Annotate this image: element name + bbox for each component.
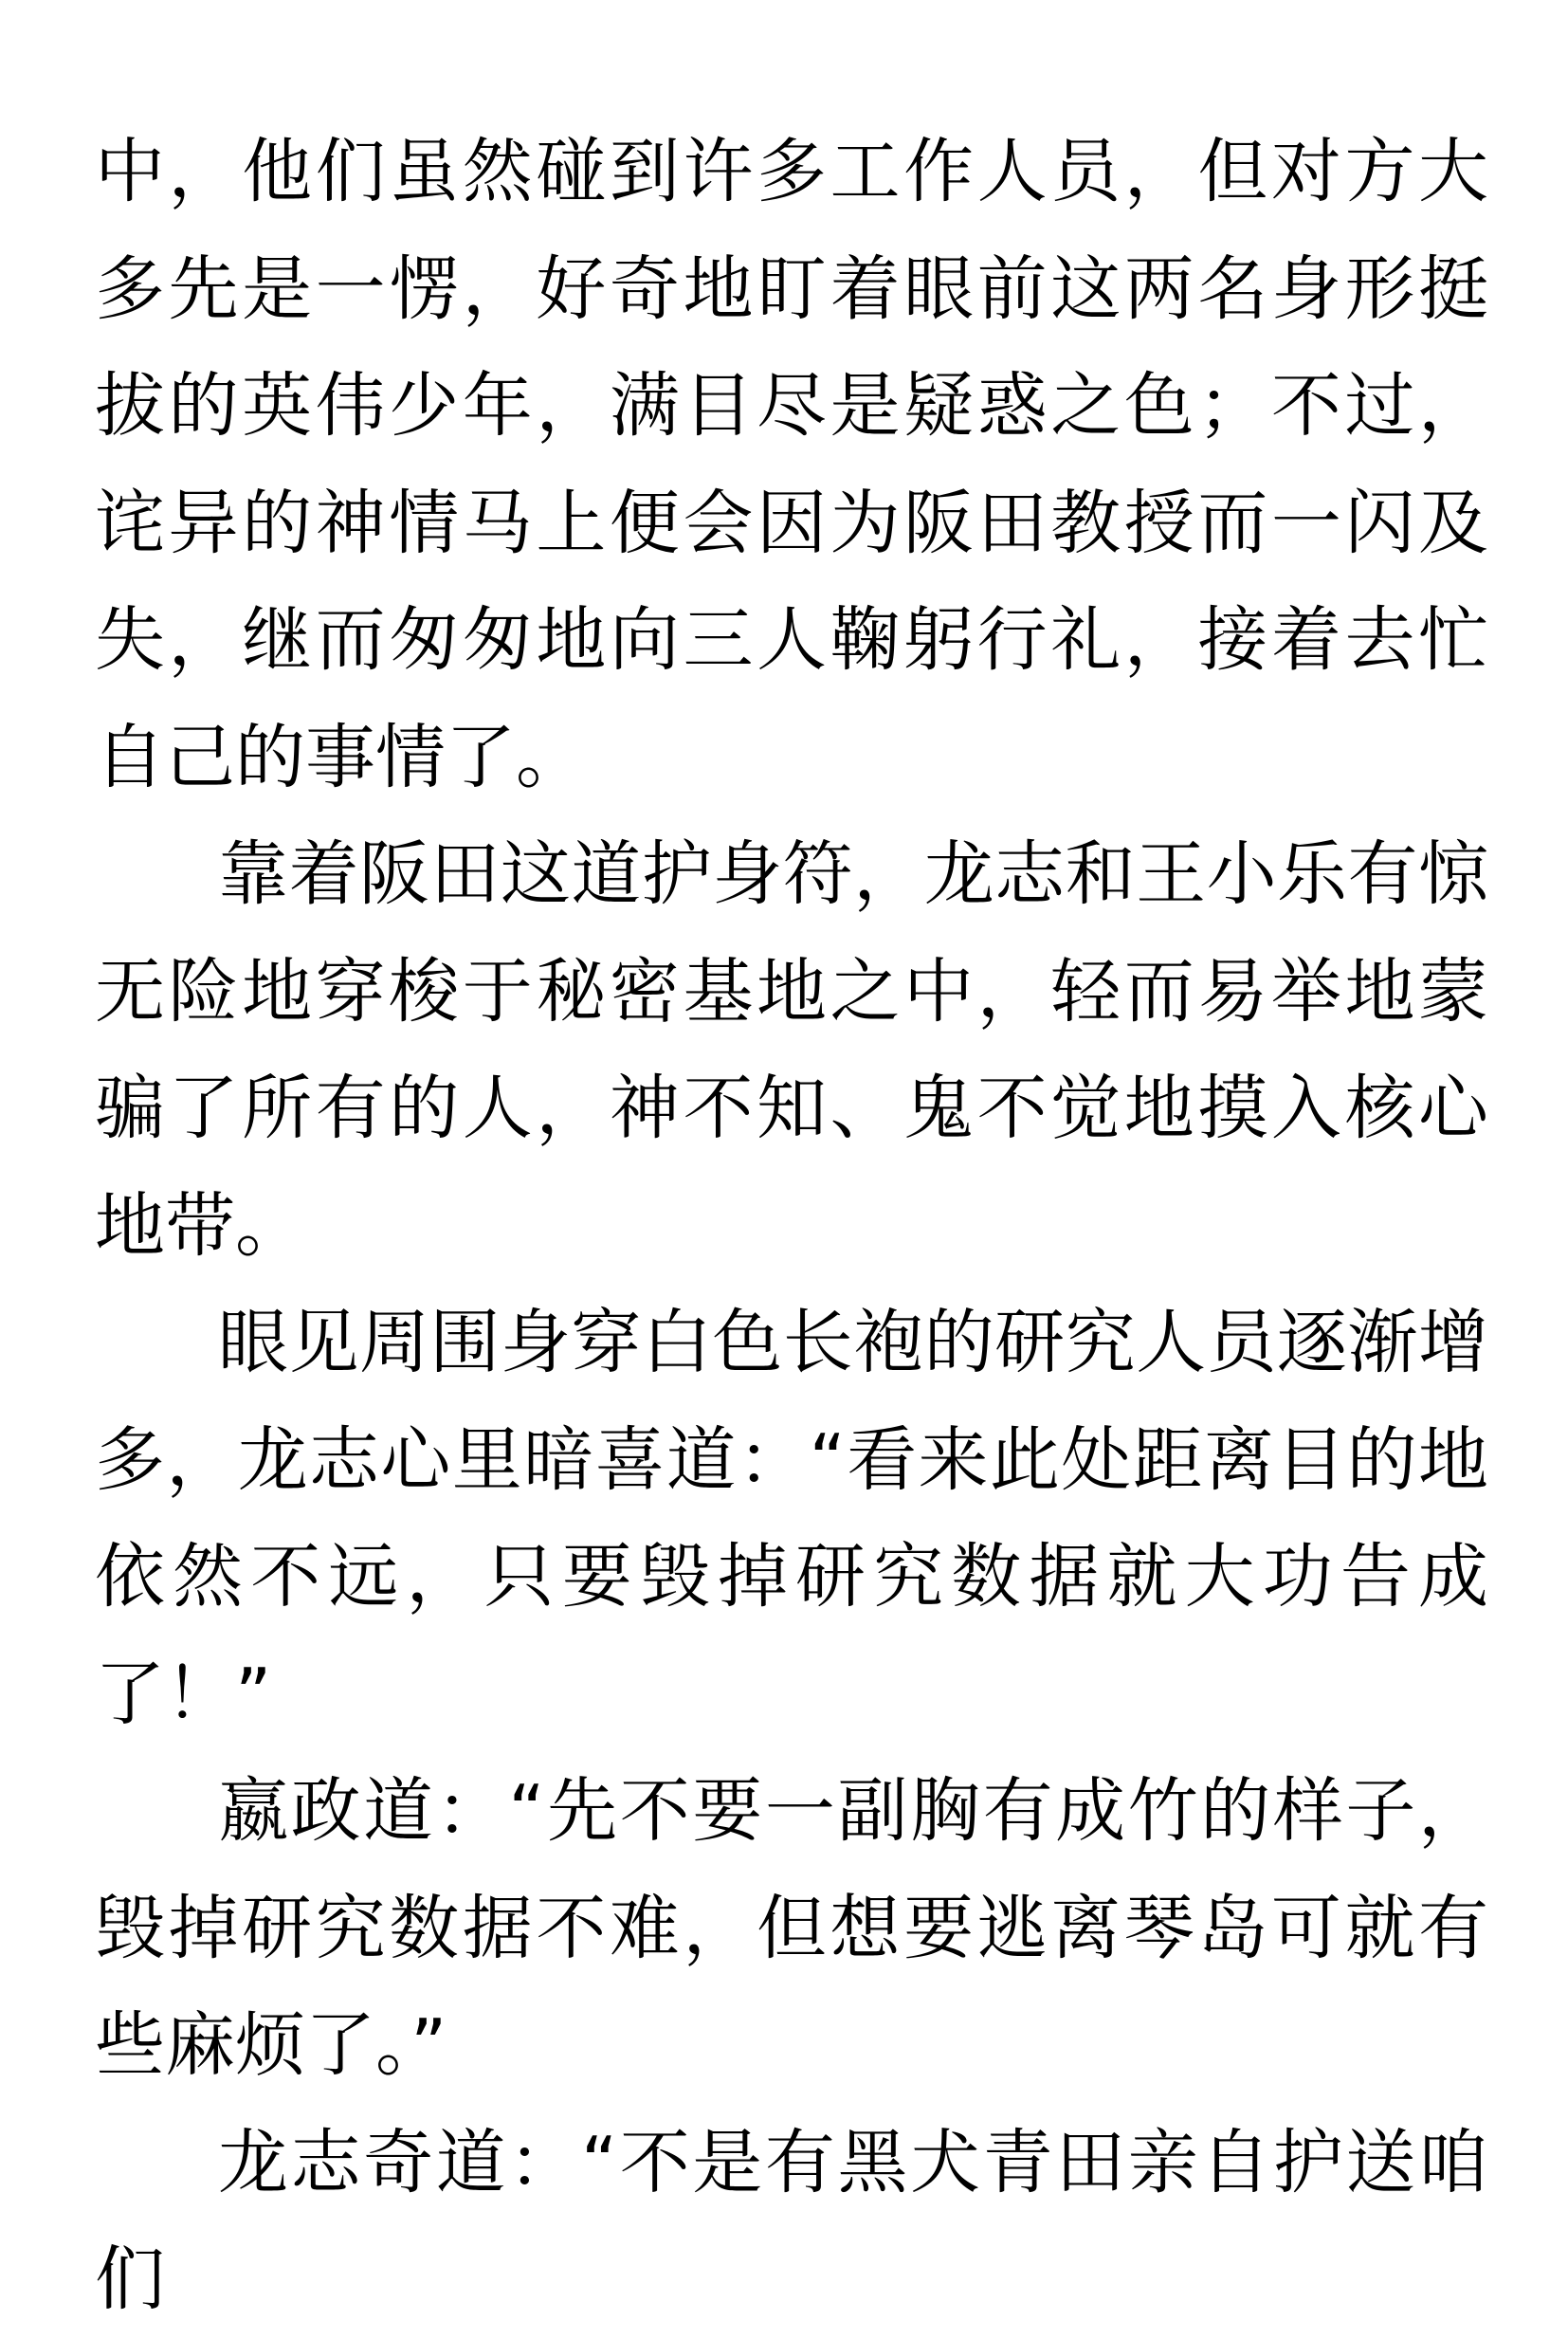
paragraph: 龙志奇道：“不是有黑犬青田亲自护送咱们 [95, 2121, 1488, 2320]
body-text [95, 114, 1488, 2339]
paragraph: 眼见周围身穿白色长袍的研究人员逐渐增多，龙志心里暗喜道：“看来此处距离目的地依然不远，只要毁掉研究数据就大功告成了！” [95, 1302, 1488, 1735]
paragraph: 嬴政道：“先不要一副胸有成竹的样子，毁掉研究数据不难，但想要逃离琴岛可就有些麻烦了。” [95, 1770, 1488, 2086]
paragraph: 中，他们虽然碰到许多工作人员，但对方大多先是一愣，好奇地盯着眼前这两名身形挺拔的英伟少年，满目尽是疑惑之色；不过，诧异的神情马上便会因为阪田教授而一闪及失，继而匆匆地向三人鞠躬行礼，接着去忙自己的事情了。 [95, 131, 1488, 798]
paragraph: 靠着阪田这道护身符，龙志和王小乐有惊无险地穿梭于秘密基地之中，轻而易举地蒙骗了所有的人，神不知、鬼不觉地摸入核心地带。 [95, 833, 1488, 1267]
